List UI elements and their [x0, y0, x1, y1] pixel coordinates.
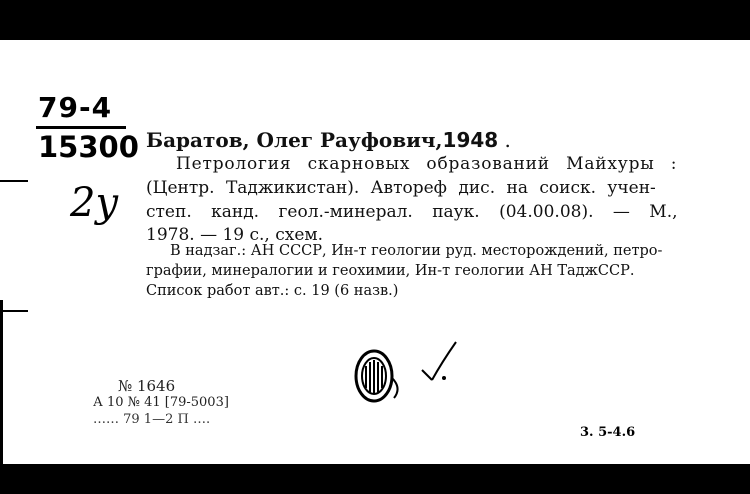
handwritten-shelf-mark: 79-4 — [38, 91, 113, 124]
registration-number: № 1646 — [118, 377, 176, 395]
scan-edge-line — [0, 310, 28, 312]
check-mark-icon — [418, 340, 468, 385]
handwritten-divider — [36, 126, 126, 129]
scan-left-margin — [0, 40, 28, 464]
note-line-2: графии, минералогии и геохимии, Ин-т геологии АН ТаджССР. — [146, 263, 635, 279]
handwritten-number: 15300 — [38, 130, 139, 164]
title-line-2: (Центр. Таджикистан). Автореф дис. на соиск. учен- — [146, 178, 656, 198]
author-period: . — [498, 128, 511, 152]
registration-line: …… 79 1—2 П …. — [93, 412, 211, 427]
library-stamp-icon — [352, 348, 408, 404]
author-name: Баратов, Олег Рауфович, — [146, 128, 443, 152]
note-line-3: Список работ авт.: с. 19 (6 назв.) — [146, 283, 399, 299]
scan-edge-column — [0, 300, 3, 464]
title-line-1: Петрология скарновых образований Майхуры : — [176, 154, 678, 174]
title-line-3: степ. канд. геол.-минерал. паук. (04.00.08). — М., — [146, 202, 678, 222]
author-line — [146, 128, 511, 152]
handwritten-margin-mark: 2у — [70, 180, 119, 226]
registration-code: А 10 № 41 [79-5003] — [93, 395, 229, 410]
note-line-1: В надзаг.: АН СССР, Ин-т геологии руд. месторождений, петро- — [170, 243, 663, 259]
scan-edge-line — [0, 180, 28, 182]
registration-right-mark: 3. 5-4.6 — [580, 425, 636, 440]
author-year: 1948 — [442, 128, 499, 152]
title-line-4: 1978. — 19 с., схем. — [146, 225, 324, 245]
